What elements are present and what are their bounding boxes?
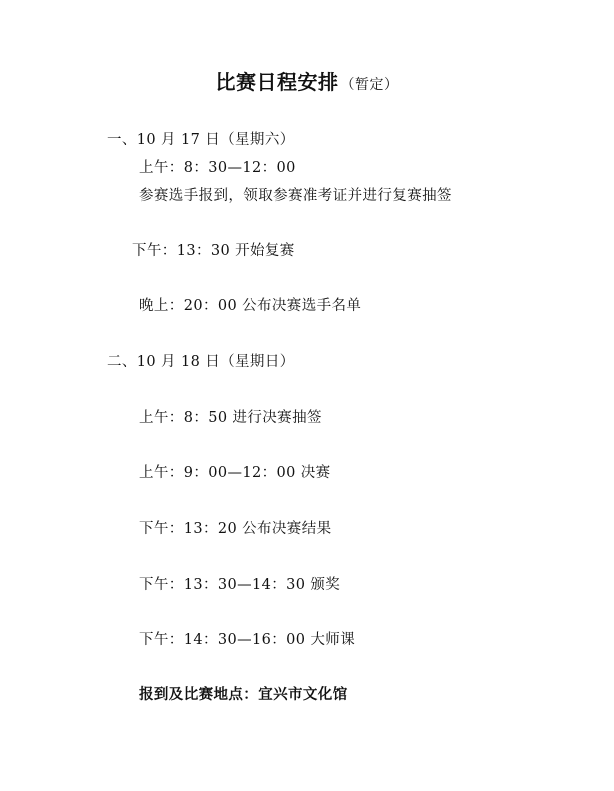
- day1-item: 参赛选手报到，领取参赛准考证并进行复赛抽签: [139, 188, 452, 204]
- venue-line: 报到及比赛地点：宜兴市文化馆: [139, 687, 348, 703]
- day2-item: 下午：13：20 公布决赛结果: [139, 521, 332, 537]
- document-title: [0, 70, 614, 97]
- day1-item: 上午：8：30—12：00: [139, 160, 296, 176]
- day1-item: 下午：13：30 开始复赛: [132, 243, 295, 259]
- day1-item: 晚上：20：00 公布决赛选手名单: [139, 298, 362, 314]
- title-text: 比赛日程安排: [215, 70, 339, 94]
- day2-item: 下午：13：30—14：30 颁奖: [139, 577, 341, 593]
- day2-heading: 二、10 月 18 日（星期日）: [107, 354, 295, 370]
- day1-heading: 一、10 月 17 日（星期六）: [107, 132, 295, 148]
- day2-item: 下午：14：30—16：00 大师课: [139, 632, 356, 648]
- day2-item: 上午：8：50 进行决赛抽签: [139, 410, 322, 426]
- day2-item: 上午：9：00—12：00 决赛: [139, 465, 331, 481]
- title-note: （暂定）: [340, 77, 399, 93]
